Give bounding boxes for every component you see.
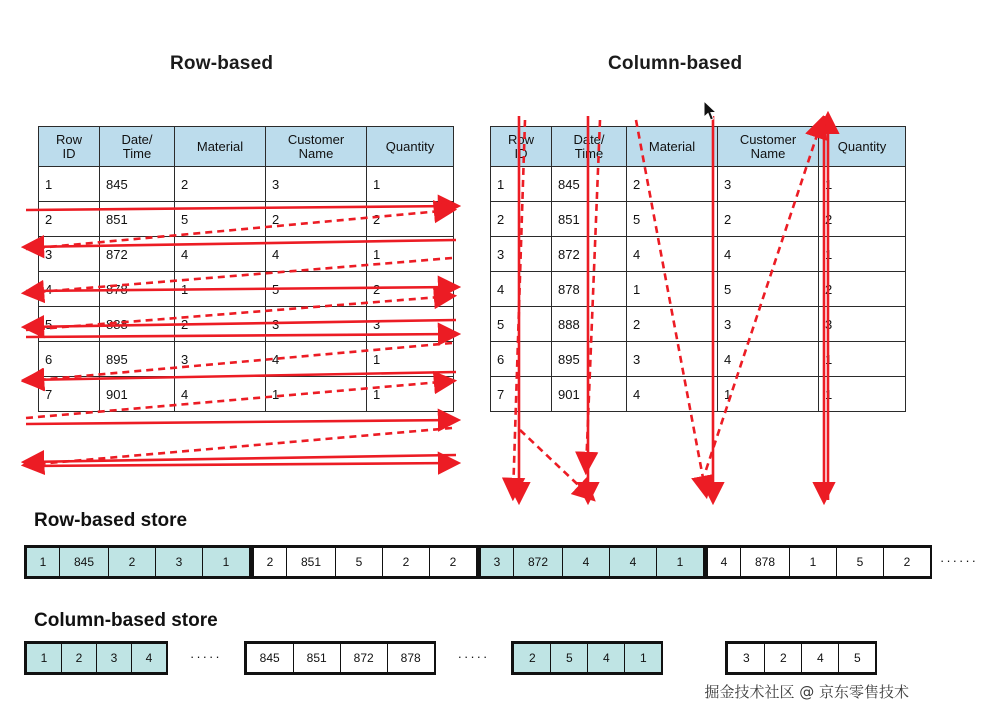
store-cell: 872 <box>340 643 388 673</box>
store-cell: 5 <box>550 643 588 673</box>
cell-date-time: 901 <box>552 377 627 412</box>
cell-quantity: 3 <box>819 307 906 342</box>
store-cell: 3 <box>96 643 132 673</box>
store-cell: 851 <box>286 547 336 577</box>
cell-quantity: 1 <box>367 377 454 412</box>
row-arrow-left-4 <box>26 455 456 462</box>
store-cell: 2 <box>883 547 931 577</box>
store-cell: 5 <box>335 547 383 577</box>
store-cell: 4 <box>131 643 167 673</box>
row-based-store-strip <box>24 545 986 579</box>
header-quantity: Quantity <box>819 127 906 167</box>
row-store-group-1 <box>24 545 251 579</box>
cell-date-time: 878 <box>100 272 175 307</box>
col-store-dots-1: ····· <box>190 648 222 664</box>
store-cell: 4 <box>801 643 839 673</box>
cell-date-time: 851 <box>100 202 175 237</box>
cell-customer-name: 3 <box>266 167 367 202</box>
table-row <box>39 307 454 342</box>
cell-row-id: 5 <box>491 307 552 342</box>
cell-quantity: 2 <box>367 202 454 237</box>
store-cell: 845 <box>59 547 109 577</box>
header-customer-line2: Name <box>750 145 786 161</box>
cell-material: 2 <box>175 167 266 202</box>
cell-date-time: 895 <box>552 342 627 377</box>
cell-customer-name: 1 <box>718 377 819 412</box>
table-header-row <box>39 127 454 167</box>
cell-material: 4 <box>175 237 266 272</box>
store-cell: 1 <box>202 547 250 577</box>
row-based-store-title: Row-based store <box>34 510 188 531</box>
cell-material: 3 <box>627 342 718 377</box>
header-date-line2: Time <box>574 145 604 161</box>
cell-quantity: 2 <box>819 272 906 307</box>
cell-quantity: 2 <box>367 272 454 307</box>
cell-row-id: 6 <box>39 342 100 377</box>
header-customer-line1: Customer <box>287 132 345 147</box>
store-cell: 4 <box>587 643 625 673</box>
store-cell: 3 <box>480 547 514 577</box>
cell-row-id: 4 <box>491 272 552 307</box>
header-row-id-line2: ID <box>514 145 528 161</box>
cell-material: 1 <box>175 272 266 307</box>
cell-row-id: 7 <box>491 377 552 412</box>
row-based-title: Row-based <box>170 53 274 74</box>
table-row <box>491 272 906 307</box>
store-cell: 4 <box>609 547 657 577</box>
cell-customer-name: 2 <box>718 202 819 237</box>
table-row <box>491 342 906 377</box>
cell-material: 5 <box>627 202 718 237</box>
store-cell: 1 <box>656 547 704 577</box>
cell-material: 5 <box>175 202 266 237</box>
col-store-group-1 <box>24 641 168 675</box>
cell-quantity: 1 <box>819 167 906 202</box>
store-cell: 1 <box>624 643 662 673</box>
cell-quantity: 1 <box>819 342 906 377</box>
header-quantity: Quantity <box>367 127 454 167</box>
header-customer-line2: Name <box>298 145 334 161</box>
row-arrow-right-4 <box>26 420 456 424</box>
cell-customer-name: 3 <box>266 307 367 342</box>
table-row <box>39 377 454 412</box>
cell-material: 4 <box>175 377 266 412</box>
cell-customer-name: 2 <box>266 202 367 237</box>
cell-customer-name: 4 <box>718 342 819 377</box>
header-customer-name <box>266 127 367 167</box>
row-store-group-3 <box>478 545 705 579</box>
header-date-time <box>552 127 627 167</box>
header-date-line2: Time <box>122 145 152 161</box>
store-cell: 878 <box>740 547 790 577</box>
store-cell: 845 <box>246 643 294 673</box>
header-row-id-line1: Row <box>55 132 82 147</box>
col-arrow-diag-2 <box>520 430 592 498</box>
cell-row-id: 1 <box>39 167 100 202</box>
cell-row-id: 3 <box>39 237 100 272</box>
cell-material: 3 <box>175 342 266 377</box>
row-store-trailing-dots: ······ <box>940 552 978 568</box>
cell-customer-name: 4 <box>266 237 367 272</box>
cell-customer-name: 1 <box>266 377 367 412</box>
header-date-line1: Date/ <box>121 132 153 147</box>
table-row <box>491 202 906 237</box>
store-cell: 3 <box>155 547 203 577</box>
cell-row-id: 3 <box>491 237 552 272</box>
row-store-group-2 <box>251 545 478 579</box>
header-row-id <box>491 127 552 167</box>
cell-quantity: 1 <box>819 377 906 412</box>
table-header-row <box>491 127 906 167</box>
table-row <box>39 202 454 237</box>
table-row <box>491 307 906 342</box>
header-row-id-line1: Row <box>507 132 534 147</box>
header-material: Material <box>175 127 266 167</box>
cell-customer-name: 4 <box>266 342 367 377</box>
table-row <box>39 167 454 202</box>
col-store-dots-2: ····· <box>457 648 490 664</box>
row-arrow-diag-6 <box>26 428 452 465</box>
store-cell: 2 <box>764 643 802 673</box>
cell-customer-name: 4 <box>718 237 819 272</box>
table-row <box>491 237 906 272</box>
store-cell: 1 <box>26 643 62 673</box>
table-row <box>39 342 454 377</box>
cell-material: 2 <box>627 307 718 342</box>
store-cell: 1 <box>26 547 60 577</box>
store-cell: 2 <box>429 547 477 577</box>
watermark-text: 掘金技术社区 @ 京东零售技术 <box>704 683 909 701</box>
column-based-table <box>490 126 906 412</box>
column-based-store-strip <box>24 641 877 675</box>
store-cell: 3 <box>727 643 765 673</box>
header-row-id-line2: ID <box>62 145 76 161</box>
cell-date-time: 895 <box>100 342 175 377</box>
header-date-line1: Date/ <box>573 132 605 147</box>
header-customer-line1: Customer <box>739 132 797 147</box>
cell-date-time: 851 <box>552 202 627 237</box>
header-row-id <box>39 127 100 167</box>
cell-date-time: 901 <box>100 377 175 412</box>
column-based-store-title: Column-based store <box>34 610 218 631</box>
store-cell: 2 <box>253 547 287 577</box>
store-cell: 2 <box>61 643 97 673</box>
store-cell: 872 <box>513 547 563 577</box>
store-cell: 4 <box>562 547 610 577</box>
row-store-group-4 <box>705 545 932 579</box>
cell-date-time: 888 <box>552 307 627 342</box>
store-cell: 5 <box>836 547 884 577</box>
col-store-spacer <box>663 641 725 675</box>
cell-date-time: 872 <box>552 237 627 272</box>
table-row <box>39 237 454 272</box>
cell-material: 4 <box>627 377 718 412</box>
header-customer-name <box>718 127 819 167</box>
cell-quantity: 1 <box>367 167 454 202</box>
cell-quantity: 2 <box>819 202 906 237</box>
table-row <box>39 272 454 307</box>
store-cell: 2 <box>382 547 430 577</box>
cell-row-id: 2 <box>39 202 100 237</box>
store-cell: 2 <box>513 643 551 673</box>
cell-date-time: 845 <box>100 167 175 202</box>
col-store-group-3 <box>511 641 663 675</box>
cell-quantity: 1 <box>819 237 906 272</box>
cell-customer-name: 5 <box>266 272 367 307</box>
cell-row-id: 4 <box>39 272 100 307</box>
store-cell: 2 <box>108 547 156 577</box>
store-cell: 5 <box>838 643 876 673</box>
cell-date-time: 888 <box>100 307 175 342</box>
cell-date-time: 878 <box>552 272 627 307</box>
cell-material: 2 <box>627 167 718 202</box>
row-arrow-right-5 <box>26 463 456 466</box>
cell-row-id: 7 <box>39 377 100 412</box>
cell-row-id: 1 <box>491 167 552 202</box>
cell-row-id: 6 <box>491 342 552 377</box>
cell-quantity: 1 <box>367 237 454 272</box>
cell-customer-name: 3 <box>718 307 819 342</box>
mouse-cursor-icon <box>703 100 719 122</box>
cell-row-id: 5 <box>39 307 100 342</box>
store-cell: 1 <box>789 547 837 577</box>
store-cell: 851 <box>293 643 341 673</box>
cell-date-time: 872 <box>100 237 175 272</box>
cell-quantity: 3 <box>367 307 454 342</box>
cell-material: 1 <box>627 272 718 307</box>
table-row <box>491 167 906 202</box>
store-cell: 4 <box>707 547 741 577</box>
row-based-table <box>38 126 454 412</box>
table-row <box>491 377 906 412</box>
header-material: Material <box>627 127 718 167</box>
cell-quantity: 1 <box>367 342 454 377</box>
col-store-group-2 <box>244 641 436 675</box>
cell-customer-name: 3 <box>718 167 819 202</box>
col-store-group-4 <box>725 641 877 675</box>
cell-row-id: 2 <box>491 202 552 237</box>
cell-material: 2 <box>175 307 266 342</box>
column-based-title: Column-based <box>608 53 743 74</box>
cell-customer-name: 5 <box>718 272 819 307</box>
cell-material: 4 <box>627 237 718 272</box>
header-date-time <box>100 127 175 167</box>
cell-date-time: 845 <box>552 167 627 202</box>
store-cell: 878 <box>387 643 435 673</box>
